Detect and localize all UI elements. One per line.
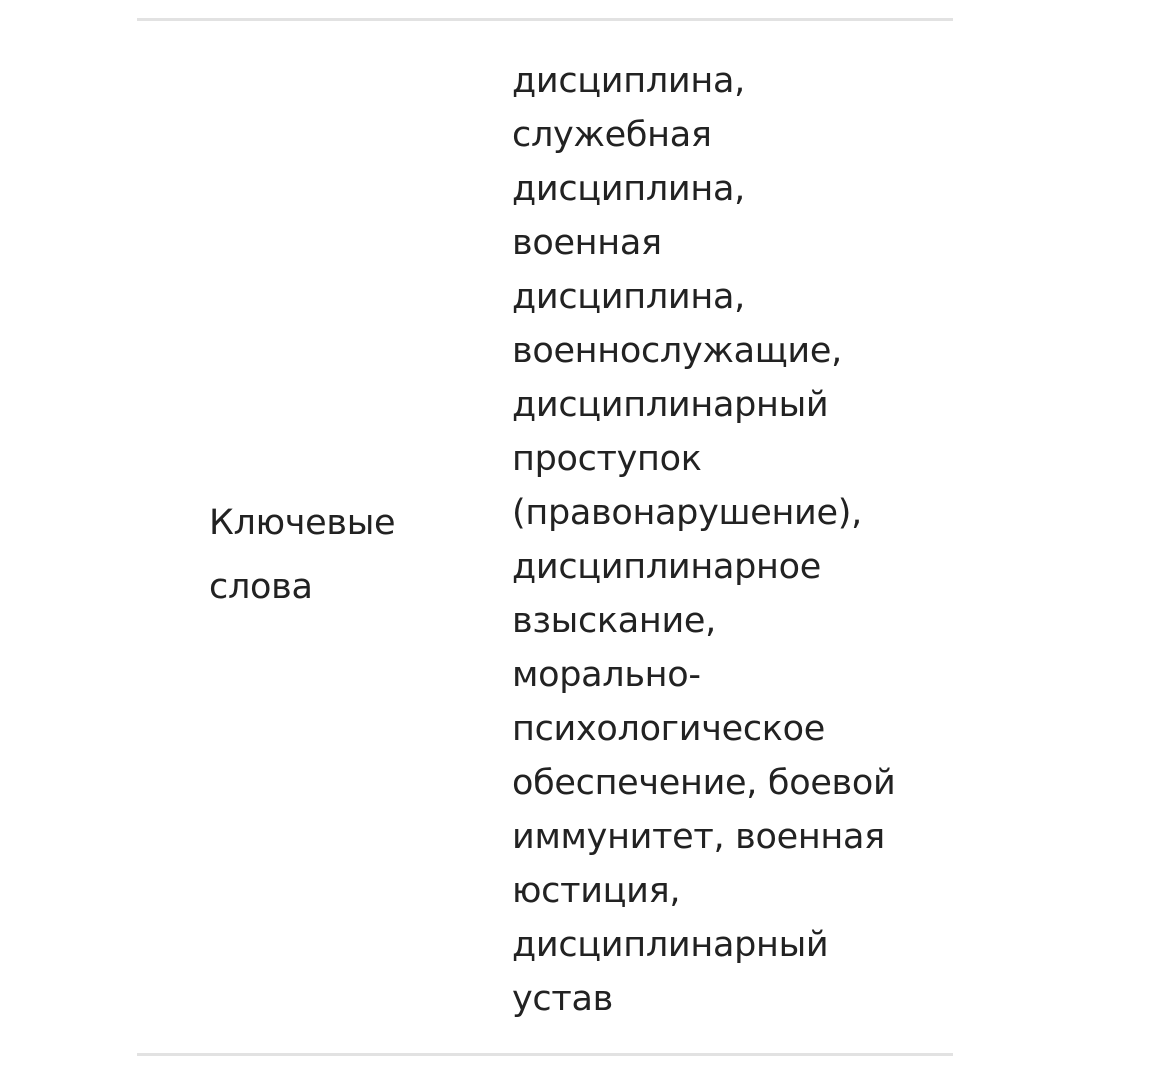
table-bottom-divider [137, 1053, 953, 1056]
keywords-label: Ключевые слова [209, 503, 396, 607]
keywords-table-row [137, 21, 953, 1053]
keywords-value: дисциплина, служебная дисциплина, военная дисциплина, военнослужащие, дисциплинарный проступок (правонарушение), дисциплинарное взыскание, морально- психологическое обеспечение, боевой иммунитет, военная юстиция, дисциплинарный устав [512, 61, 896, 1019]
